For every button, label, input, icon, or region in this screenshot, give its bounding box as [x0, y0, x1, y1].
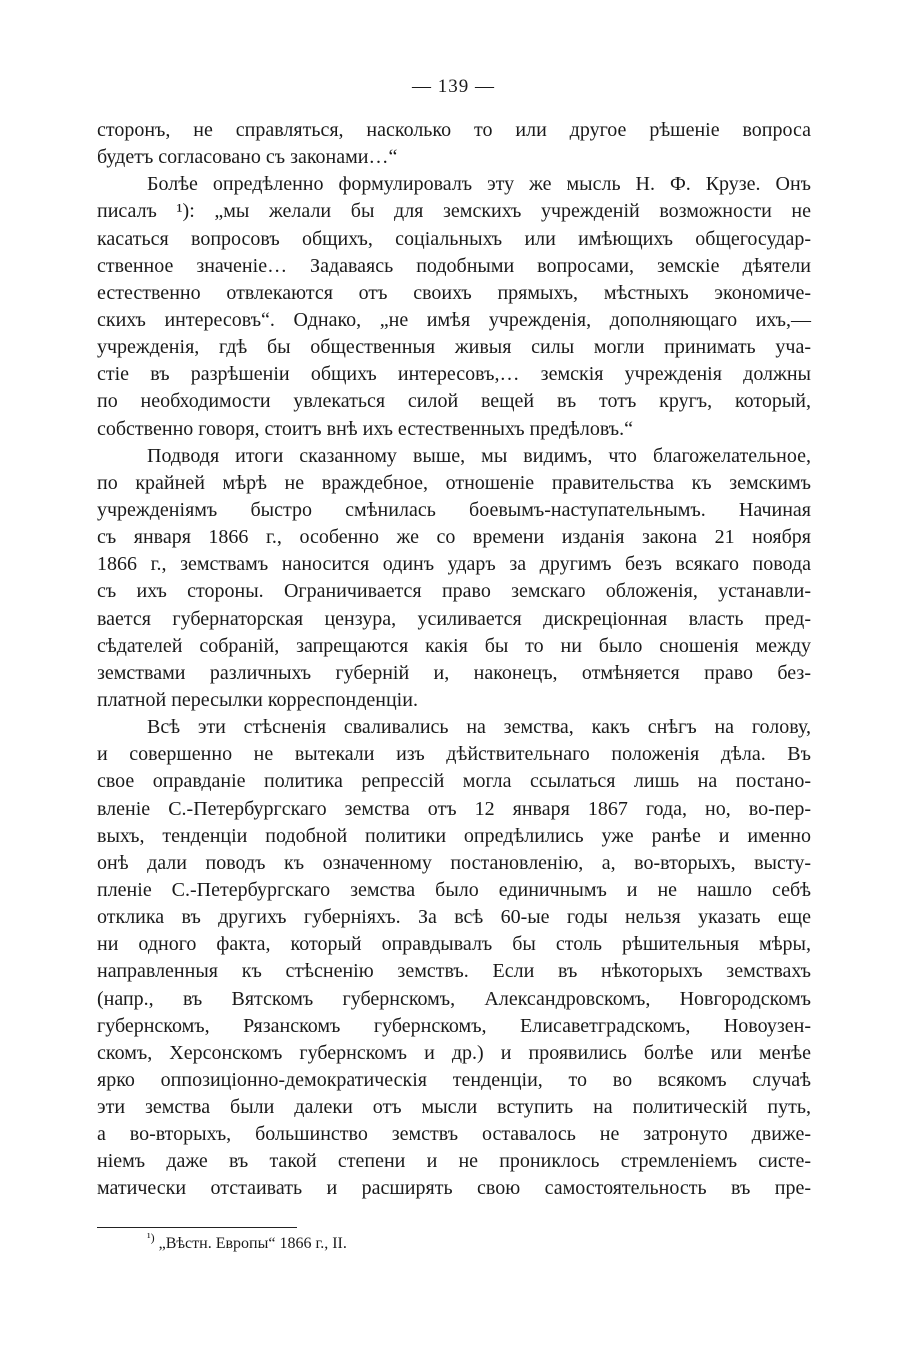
text-line: сѣдателей собраній, запрещаются какія бы то ни было сношенія между	[97, 634, 811, 657]
page-number: — 139 —	[412, 76, 495, 97]
footnote-text: „Вѣстн. Европы“ 1866 г., II.	[158, 1235, 347, 1252]
text-line: ярко оппозиціонно-демократическія тенденціи, то во всякомъ случаѣ	[97, 1068, 811, 1091]
text-line: земствами различныхъ губерній и, наконецъ, отмѣняется право без-	[97, 661, 811, 684]
text-line: Подводя итоги сказанному выше, мы видимъ, что благожелательное,	[147, 444, 811, 467]
text-line: скихъ интересовъ“. Однако, „не имѣя учрежденія, дополняющаго ихъ,—	[97, 308, 811, 331]
text-line: ственное значеніе… Задаваясь подобными вопросами, земскіе дѣятели	[97, 254, 811, 277]
text-line: матически отстаивать и расширять свою самостоятельность въ пре-	[97, 1177, 811, 1200]
text-line: выхъ, тенденціи подобной политики опредѣлились уже ранѣе и именно	[97, 824, 811, 847]
footnote	[147, 1230, 347, 1254]
text-line: съ января 1866 г., особенно же со времени изданія закона 21 ноября	[97, 526, 811, 549]
text-line: будетъ согласовано съ законами…“	[97, 146, 398, 169]
text-line: и совершенно не вытекали изъ дѣйствительнаго положенія дѣла. Въ	[97, 743, 811, 766]
body-text	[97, 117, 811, 1203]
text-line: (напр., въ Вятскомъ губернскомъ, Александровскомъ, Новгородскомъ	[97, 987, 811, 1010]
text-line: ни одного факта, который оправдывалъ бы столь рѣшительныя мѣры,	[97, 933, 811, 956]
text-line: собственно говоря, стоитъ внѣ ихъ естественныхъ предѣловъ.“	[97, 417, 634, 440]
text-line: учрежденіямъ быстро смѣнилась боевымъ-наступательнымъ. Начиная	[97, 498, 811, 521]
text-line: учрежденія, гдѣ бы общественныя живыя силы могли принимать уча-	[97, 336, 811, 359]
text-line: по необходимости увлекаться силой вещей въ тотъ кругъ, который,	[97, 390, 811, 413]
text-line: скомъ, Херсонскомъ губернскомъ и др.) и проявились болѣе или менѣе	[97, 1041, 811, 1064]
text-line: съ ихъ стороны. Ограничивается право земскаго обложенія, устанавли-	[97, 580, 811, 603]
text-line: направленныя къ стѣсненію земствъ. Если въ нѣкоторыхъ земствахъ	[97, 960, 811, 983]
text-line: стіе въ разрѣшеніи общихъ интересовъ,… земскія учрежденія должны	[97, 363, 811, 386]
text-line: свое оправданіе политика репрессій могла ссылаться лишь на постано-	[97, 770, 811, 793]
text-line: 1866 г., земствамъ наносится одинъ ударъ за другимъ безъ всякаго повода	[97, 553, 811, 576]
text-line: писалъ ¹): „мы желали бы для земскихъ учрежденій возможности не	[97, 200, 811, 223]
text-line: отклика въ другихъ губерніяхъ. За всѣ 60-ые годы нельзя указать еще	[97, 906, 811, 929]
text-line: а во-вторыхъ, большинство земствъ оставалось не затронуто движе-	[97, 1123, 811, 1146]
footnote-mark: ¹)	[147, 1230, 155, 1245]
text-line: по крайней мѣрѣ не враждебное, отношеніе правительства къ земскимъ	[97, 471, 811, 494]
text-line: вленіе С.-Петербургскаго земства отъ 12 января 1867 года, но, во-пер-	[97, 797, 811, 820]
text-line: Всѣ эти стѣсненія сваливались на земства, какъ снѣгъ на голову,	[147, 716, 811, 739]
text-line: касаться вопросовъ общихъ, соціальныхъ или имѣющихъ общегосудар-	[97, 227, 811, 250]
text-line: естественно отвлекаются отъ своихъ прямыхъ, мѣстныхъ экономиче-	[97, 281, 811, 304]
text-line: сторонъ, не справляться, насколько то или другое рѣшеніе вопроса	[97, 119, 811, 141]
footnote-divider	[97, 1227, 297, 1228]
text-line: эти земства были далеки отъ мысли вступить на политическій путь,	[97, 1096, 811, 1119]
text-line: ніемъ даже въ такой степени и не прониклось стремленіемъ систе-	[97, 1150, 811, 1173]
text-line: Болѣе опредѣленно формулировалъ эту же мысль Н. Ф. Крузе. Онъ	[147, 173, 811, 196]
text-line: губернскомъ, Рязанскомъ губернскомъ, Елисаветградскомъ, Новоузен-	[97, 1014, 811, 1037]
text-line: онѣ дали поводъ къ означенному постановленію, а, во-вторыхъ, высту-	[97, 851, 811, 874]
text-line: вается губернаторская цензура, усиливается дискреціонная власть пред-	[97, 607, 811, 630]
text-line: платной пересылки корреспонденціи.	[97, 688, 418, 711]
text-line: пленіе С.-Петербургскаго земства было единичнымъ и не нашло себѣ	[97, 878, 811, 901]
